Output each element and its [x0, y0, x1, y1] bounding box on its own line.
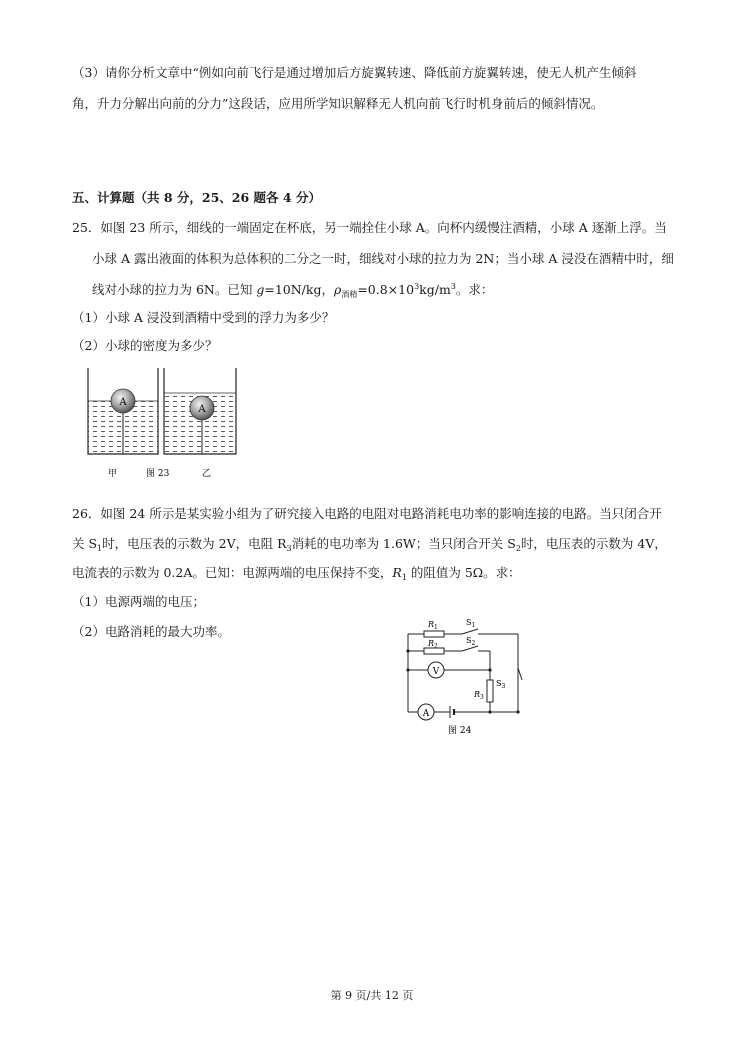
label-jia: 甲 — [108, 469, 118, 479]
q26-part1: （1）电源两端的电压； — [72, 594, 205, 609]
q25-part2: （2）小球的密度为多少？ — [72, 338, 218, 353]
figure-23 — [84, 364, 242, 480]
q26-line1: 26．如图 24 所示是某实验小组为了研究接入电路的电阻对电路消耗电功率的影响连接的电路。当只闭合开 — [72, 506, 662, 521]
switch-s1 — [462, 629, 478, 634]
q26-line2: 关 $S_1$时，电压表的示数为 2V，电阻 $R_3$消耗的电功率为 1.6W；当只闭合开关 $S_2$时，电压表的示数为 4V， — [72, 536, 667, 553]
label-r2: $R_2$ — [428, 639, 438, 650]
label-s2: $S_2$ — [466, 636, 476, 647]
page-footer: 第 9 页/共 12 页 — [330, 989, 414, 1002]
figure-23-caption: 图 23 — [146, 469, 170, 479]
voltmeter-label: V — [432, 667, 440, 677]
switch-s3 — [518, 668, 522, 680]
q-prev-part3-line2: 角，升力分解出向前的分力”这段话，应用所学知识解释无人机向前飞行时机身前后的倾斜情况。 — [72, 96, 604, 111]
section-heading: 五、计算题（共 8 分，25、26 题各 4 分） — [72, 190, 321, 205]
beaker-left — [88, 368, 158, 454]
q25-line2: 小球 A 露出液面的体积为总体积的二分之一时，细线对小球的拉力为 2N；当小球 A 浸没在酒精中时，细 — [92, 251, 674, 266]
q25-part1: （1）小球 A 浸没到酒精中受到的浮力为多少？ — [72, 310, 335, 325]
q-prev-part3-line1: （3）请你分析文章中“例如向前飞行是通过增加后方旋翼转速、降低前方旋翼转速，使无人机产生倾斜 — [72, 65, 637, 80]
resistor-r3 — [487, 680, 493, 702]
label-r1: $R_1$ — [428, 620, 438, 631]
ball-label-right: A — [198, 404, 206, 415]
q26-line3: 电流表的示数为 0.2A。已知：电源两端的电压保持不变，$R_1$ 的阻值为 5Ω。求： — [72, 565, 521, 582]
ammeter-label: A — [422, 709, 430, 719]
resistor-r1 — [424, 631, 444, 637]
q25-line3: 线对小球的拉力为 6N。已知 g=10N/kg，$\rho_{酒精}=0.8\times 10^3kg/m^3$。求： — [92, 282, 494, 299]
label-s1: $S_1$ — [466, 618, 476, 629]
q25-line1: 25．如图 23 所示，细线的一端固定在杯底，另一端拴住小球 A。向杯内缓慢注酒精，小球 A 逐渐上浮。当 — [72, 220, 667, 235]
label-r3: $R_3$ — [474, 690, 484, 701]
ball-label-left: A — [119, 397, 127, 408]
label-yi: 乙 — [202, 469, 212, 479]
switch-s2 — [462, 646, 478, 651]
q26-part2: （2）电路消耗的最大功率。 — [72, 624, 230, 639]
label-s3: $S_3$ — [496, 679, 506, 690]
figure-24 — [398, 612, 532, 742]
beaker-right — [164, 368, 236, 454]
figure-24-caption: 图 24 — [448, 726, 472, 736]
